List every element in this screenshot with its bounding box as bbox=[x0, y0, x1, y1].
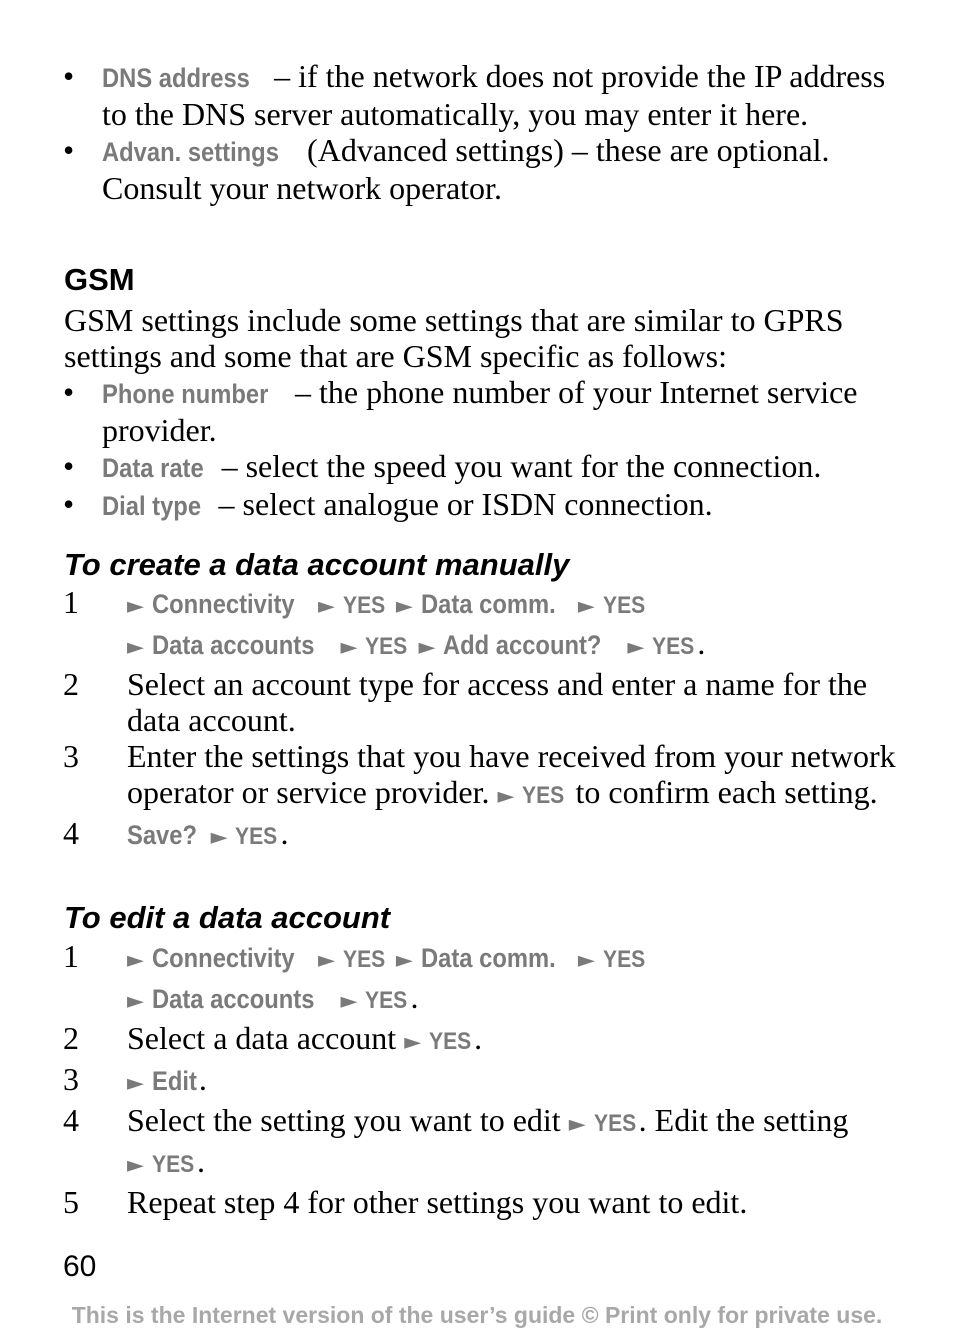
menu-term: Connectivity bbox=[151, 943, 295, 973]
step-1 bbox=[0, 584, 897, 666]
list-item bbox=[0, 374, 892, 448]
gsm-intro: GSM settings include some settings that are similar to GPRS settings and some that are GSM specific as follows: bbox=[64, 302, 844, 374]
bullet-marker: • bbox=[63, 486, 75, 522]
item-text: – if the network does not provide the IP address to the DNS server automatically, you may enter it here. bbox=[102, 58, 886, 132]
step-number: 4 bbox=[63, 815, 79, 851]
menu-term: Data comm. bbox=[420, 589, 556, 619]
section-heading-edit: To edit a data account bbox=[64, 900, 391, 935]
create-steps bbox=[0, 584, 954, 856]
yes-key: YES bbox=[365, 633, 408, 660]
arrow-icon: ► bbox=[127, 1071, 144, 1096]
yes-key: YES bbox=[235, 823, 278, 850]
arrow-icon: ► bbox=[497, 784, 515, 809]
arrow-icon: ► bbox=[577, 948, 595, 973]
menu-term: Data comm. bbox=[420, 943, 556, 973]
bullet-marker: • bbox=[63, 58, 75, 94]
step-number: 3 bbox=[63, 1061, 79, 1097]
yes-key: YES bbox=[652, 633, 695, 660]
item-text: – select analogue or ISDN connection. bbox=[210, 486, 713, 522]
section-heading-create: To create a data account manually bbox=[64, 547, 570, 582]
list-item bbox=[0, 448, 892, 486]
item-text: – the phone number of your Internet service provider. bbox=[102, 374, 858, 448]
menu-term: Connectivity bbox=[151, 589, 295, 619]
step-4 bbox=[0, 815, 897, 856]
step-text: Repeat step 4 for other settings you want to edit. bbox=[127, 1184, 748, 1220]
menu-path-line bbox=[127, 584, 897, 625]
step-number: 2 bbox=[63, 666, 79, 702]
menu-term: Add account? bbox=[443, 630, 602, 660]
menu-term: DNS address bbox=[102, 63, 250, 93]
period: . bbox=[280, 815, 289, 851]
menu-path-line bbox=[127, 938, 897, 979]
period: . bbox=[410, 979, 419, 1015]
menu-path-line bbox=[127, 625, 897, 666]
arrow-icon: ► bbox=[317, 948, 335, 973]
arrow-icon: ► bbox=[404, 1030, 422, 1055]
step-2 bbox=[0, 1020, 897, 1061]
page-number: 60 bbox=[63, 1250, 97, 1283]
step-number: 4 bbox=[63, 1102, 79, 1138]
yes-key: YES bbox=[342, 592, 386, 619]
arrow-icon: ► bbox=[317, 594, 335, 619]
footer-notice: This is the Internet version of the user’s guide © Print only for private use. bbox=[71, 1302, 883, 1328]
step-5 bbox=[0, 1184, 897, 1220]
step-number: 5 bbox=[63, 1184, 79, 1220]
arrow-icon: ► bbox=[127, 1153, 144, 1178]
period: . bbox=[474, 1020, 483, 1056]
arrow-icon: ► bbox=[340, 989, 358, 1014]
menu-term: Dial type bbox=[102, 491, 202, 521]
period: . bbox=[196, 1143, 205, 1179]
list-item bbox=[0, 486, 892, 524]
arrow-icon: ► bbox=[395, 948, 413, 973]
step-4 bbox=[0, 1102, 897, 1184]
menu-term: Edit bbox=[151, 1066, 197, 1096]
yes-key: YES bbox=[342, 946, 386, 973]
menu-term: Advan. settings bbox=[102, 137, 279, 167]
yes-key: YES bbox=[365, 987, 408, 1014]
menu-term: Phone number bbox=[102, 379, 269, 409]
yes-key: YES bbox=[522, 782, 565, 809]
step-text: . Edit the setting bbox=[638, 1102, 849, 1138]
edit-steps bbox=[0, 938, 954, 1220]
arrow-icon: ► bbox=[340, 635, 358, 660]
arrow-icon: ► bbox=[418, 635, 436, 660]
step-3 bbox=[0, 738, 897, 815]
period: . bbox=[697, 625, 706, 661]
list-item bbox=[0, 58, 892, 132]
item-text: (Advanced settings) – these are optional. Consult your network operator. bbox=[102, 132, 830, 206]
step-number: 1 bbox=[63, 938, 79, 974]
menu-term: Data accounts bbox=[151, 630, 315, 660]
step-text: Enter the settings that you have received from your network operator or service provider. bbox=[127, 738, 896, 810]
arrow-icon: ► bbox=[568, 1112, 586, 1137]
yes-key: YES bbox=[602, 592, 646, 619]
list-item bbox=[0, 132, 892, 206]
yes-key: YES bbox=[151, 1151, 195, 1178]
arrow-icon: ► bbox=[627, 635, 645, 660]
period: . bbox=[198, 1061, 207, 1097]
step-number: 1 bbox=[63, 584, 79, 620]
bullet-marker: • bbox=[63, 448, 75, 484]
menu-path-line bbox=[127, 979, 897, 1020]
menu-term: Save? bbox=[127, 820, 198, 850]
bullet-marker: • bbox=[63, 374, 75, 410]
gsm-bullet-list bbox=[0, 374, 954, 524]
arrow-icon: ► bbox=[127, 594, 144, 619]
step-3 bbox=[0, 1061, 897, 1102]
item-text: – select the speed you want for the connection. bbox=[213, 448, 822, 484]
menu-term: Data rate bbox=[102, 453, 204, 483]
yes-key: YES bbox=[429, 1028, 472, 1055]
step-text: to confirm each setting. bbox=[567, 774, 878, 810]
menu-path-line bbox=[127, 1143, 897, 1184]
yes-key: YES bbox=[602, 946, 646, 973]
step-number: 2 bbox=[63, 1020, 79, 1056]
arrow-icon: ► bbox=[127, 635, 144, 660]
yes-key: YES bbox=[593, 1110, 636, 1137]
step-text: Select an account type for access and enter a name for the data account. bbox=[127, 666, 868, 738]
step-2 bbox=[0, 666, 897, 738]
arrow-icon: ► bbox=[210, 825, 228, 850]
section-heading-gsm: GSM bbox=[64, 262, 135, 297]
step-number: 3 bbox=[63, 738, 79, 774]
step-text: Select a data account bbox=[127, 1020, 405, 1056]
settings-bullet-list bbox=[0, 58, 954, 206]
menu-term: Data accounts bbox=[151, 984, 315, 1014]
arrow-icon: ► bbox=[127, 948, 144, 973]
arrow-icon: ► bbox=[127, 989, 144, 1014]
step-1 bbox=[0, 938, 897, 1020]
step-text: Select the setting you want to edit bbox=[127, 1102, 569, 1138]
bullet-marker: • bbox=[63, 132, 75, 168]
arrow-icon: ► bbox=[577, 594, 595, 619]
arrow-icon: ► bbox=[395, 594, 413, 619]
